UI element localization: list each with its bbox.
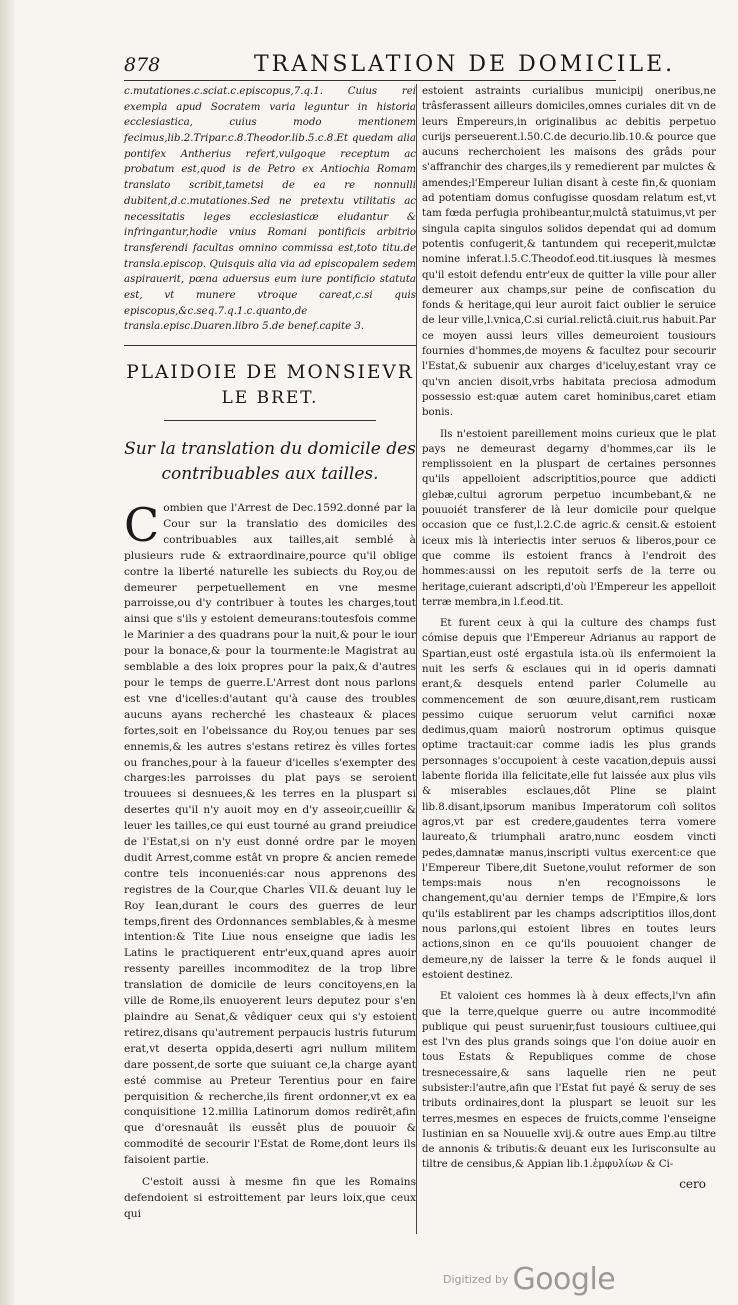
- title-separator: [164, 420, 376, 421]
- paragraph: Et furent ceux à qui la culture des champs fust cómise depuis que l'Empereur Adrianus au rapport de Spartian,eust osté ergastula ista.où ils enfermoient la nuit les serfs & esclaues qui in id operis damnati erant,& desquels entend parler Columelle au commencement de son œuure,disant,rem rusticam pessimo cuique seruorum velut carnifici noxæ dedimus,quam maiorû nostrorum optimus quisque optime tractauit:car comme iadis les plus grands personnages s'occupoient à ceste vacation,depuis aussi labente florida illa felicitate,elle fut laissée aux plus vils & miserables esclaues,dôt Pline se plaint lib.8.disant,ipsorum manibus Imperatorum colì solitos agros,vt par est credere,gaudentes terra vomere laureato,& triumphali aratro,nunc eosdem vincti pedes,damnatæ manus,inscripti vultus exercent:ce que l'Empereur Tibere,dit Suetone,voulut reformer de son temps:mais nous n'en recognoissons le changement,qu'au dernier temps de l'Empire,& lors qu'ils establirent par les champs adscriptitios illos,dont nous parlons,qui estoient libres en toutes leurs actions,sinon en ce qu'ils pouuoient changer de demeure,ny de laisser la terre & le fonds auquel il estoient destinez.: [422, 618, 716, 981]
- right-column: [422, 84, 716, 1192]
- section-heading: Sur la translation du domicile des contribuables aux tailles.: [124, 439, 416, 484]
- column-divider: [416, 84, 417, 1234]
- paragraph: Et valoient ces hommes là à deux effects,l'vn afin que la terre,quelque guerre ou autre incommodité publique qui peust suruenir,fust tousiours cultiuee,qui est l'vn des plus grands soings que l'on doiue auoir en tous Estats & Republiques comme de chose tresnecessaire,& sans laquelle rien ne peut subsister:l'autre,afin que l'Estat fut payé & seruy de ses tributs ordinaires,dont la pluspart se leuoit sur les terres,mesmes en especes de fruicts,comme l'enseigne Iustinian en sa Nouuelle xvij.& outre aues Emp.au tiltre de annonis & tributis:& deuant eux les Iurisconsulte au tiltre de censibus,& Appian lib.1.ἐμφυλίων & Ci-: [422, 991, 716, 1171]
- left-column: [124, 84, 416, 1227]
- catchword: cero: [679, 1176, 706, 1191]
- paragraph: estoient astraints curialibus municipij oneribus,ne trâsferassent ailleurs domiciles,omnes curiales dit vn de leurs Empereurs,in originalibus ac debitis perpetuo curijs perseuerent.l.50.C.de decurio.lib.10.& pource que aucuns recherchoient les maisons des grâds pour s'affranchir des charges,ils y remedierent par mulctes & amendes;l'Empereur Iulian disant à ceste fin,& quoniam ad potentiam domus confugisse quosdam relatum est,vt tam fœda perfugia prohibeantur,mulctâ statuimus,vt per singula capita singulos solidos dependat qui ad domum potentis confugerit,& tantundem qui receperit,mulctæ nomine inferat.l.5.C.Theodof.eod.tit.iusques là mesmes qu'il estoit defendu entr'eux de quitter la ville pour aller demeurer aux champs,sur peine de confiscation du fonds & heritage,qui leur auroit faict oublier le seruice de leur ville,l.vnica,C.si curial.relictâ.ciuit.rus habuit.Par ce moyen aussi leurs villes demeuroient tousiours fournies d'hommes,de moyens & facultez pour secourir l'Estat,& subuenir aux charges d'iceluy,estant vray ce qu'vn ancien disoit,vrbs habitata preciosa admodum possessio est:quæ autem caret hominibus,caret etiam bonis.: [422, 86, 716, 419]
- paragraph: C'estoit aussi à mesme fin que les Romains defendoient si estroittement par leurs loix,que ceux qui: [124, 1176, 416, 1220]
- plaidoie-author: LE BRET.: [221, 388, 319, 408]
- paragraph: Combien que l'Arrest de Dec.1592.donné par la Cour sur la translatio des domiciles des contribuables aux tailles,ait semblé à plusieurs rude & extraordinaire,pource qu'il oblige contre la liberté naturelle les subiects du Roy,ou de demeurer perpetuellement en vne mesme parroisse,ou d'y contribuer à toutes les charges,tout ainsi que s'ils y estoient demeurans:toutesfois comme le Marinier a des quadrans pour la nuit,& pour le iour pour la bonace,& pour la tourmente:le Magistrat au semblable a des loix propres pour la paix,& d'autres pour le temps de guerre.L'Arrest dont nous parlons est vne d'icelles:d'autant qu'à cause des troubles aucuns ayans recherché les chasteaux & places fortes,soit en l'obeissance du Roy,ou tenues par ses ennemis,& les autres s'estans retirez ès villes fortes ou franches,pour à la faueur d'icelles s'exempter des charges:les parroisses du plat pays se seroient trouuees si desnuees,& les terres en la pluspart si desertes qu'il n'y auoit moy en d'y asseoir,cueillir & leuer les tailles,ce qui eust tourné au grand preiudice de l'Estat,si on n'y eust donné ordre par le moyen dudit Arrest,comme estât vn propre & ancien remede contre tels inconueniés:car nous apprenons des registres de la Cour,que Charles VII.& deuant luy le Roy Iean,durant le cours des guerres de leur temps,firent des Ordonnances semblables,& à mesme intention:& Tite Liue nous enseigne que iadis les Latins le practiquerent entr'eux,quand apres auoir ressenty pareilles incommoditez de la trop libre translation de domicile de leurs concitoyens,en la ville de Rome,ils enuoyerent leurs deputez pour s'en plaindre au Senat,& vêdiquer ceux qui s'y estoient retirez,disans qu'autrement perpaucis lustris futurum erat,vt deserta oppida,deserti agri nullum militem dare possent,de sorte que suiuant ce,la charge ayant esté commise au Preteur Terentius pour en faire perquisition & recherche,ils firent ordonner,vt ex ea conquisitione 12.millia Latinorum domos redirêt,afin que d'oresnauât ils eussêt plus de pouuoir & commodité de secourir l'Estat de Rome,dont leurs ils faisoient partie.: [124, 498, 416, 1167]
- paragraph: Ils n'estoient pareillement moins curieux que le plat pays ne demeurast degarny d'hommes,car ils le remplissoient en la pluspart de certaines personnes qu'ils appelloient adscriptitios,pource que addicti glebæ,cultui agrorum perpetuo incumbebant,& ne pouuoiét transferer de là leur domicile pour quelque occasion que ce fust,l.2.C.de agric.& censit.& estoient iceux mis là interiectis inter seruos & liberos,pour ce que comme ils estoient francs à l'endroit des hommes:aussi on les reputoit serfs de la terre ou heritage,cuierant adscripti,d'où l'Empereur les appelloit terræ membra,in l.f.eod.tit.: [422, 428, 716, 608]
- watermark-prefix: Digitized by: [443, 1273, 509, 1286]
- marginal-note: c.mutationes.c.sciat.c.episcopus,7.q.1. Cuius rei exempla apud Socratem varia leguntur in historia ecclesiastica, cuius modo mentionem fecimus,lib.2.Tripar.c.8.Theodor.lib.5.c.8.Et quedam alia pontifex Antherius refert,vulgoque receptum ac probatum est,quod is de Petro ex Antiochia Romam translato scribit,tametsi de ea re nonnulli dubitent,d.c.mutationes.Sed ne pretextu vtilitatis ac necessitatis leges ecclesiasticæ eludantur & infringantur,hodie vnius Romani pontificis arbitrio transferendi facultas omnino commissa est,toto titu.de transla.episcop. Quisquis alia via ad episcopalem sedem aspirauerit, pœna aduersus eum iure pontificio statuta est, vt munere vtroque careat,c.si quis episcopus,&c.seq.7.q.1.c.quanto,de transla.episc.Duaren.libro 5.de benef.capite 3.: [124, 86, 416, 333]
- note-separator: [124, 345, 416, 346]
- page-number: 878: [124, 54, 161, 76]
- page-spine-shadow: [0, 0, 14, 1305]
- plaidoie-title: PLAIDOIE DE MONSIEVR: [126, 362, 414, 383]
- header-rule: [124, 80, 616, 81]
- google-logo: Google: [512, 1262, 616, 1297]
- running-title: TRANSLATION DE DOMICILE.: [254, 52, 676, 77]
- digitized-watermark: [443, 1262, 615, 1297]
- page-header: [124, 52, 676, 82]
